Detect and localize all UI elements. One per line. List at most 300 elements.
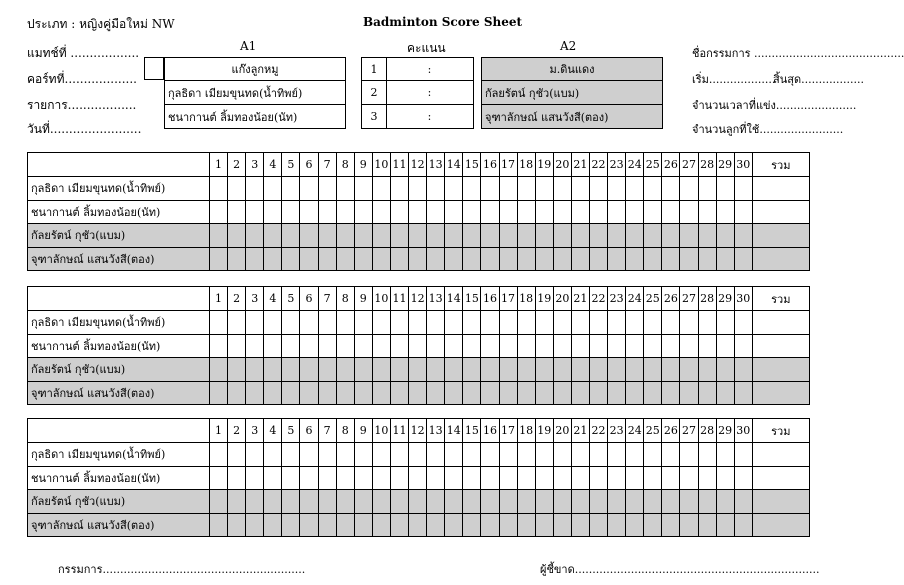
rally-score-cell[interactable] (463, 381, 481, 405)
rally-score-cell[interactable] (662, 443, 680, 467)
rally-score-cell[interactable] (644, 311, 662, 335)
row-total-cell[interactable] (752, 311, 809, 335)
rally-score-cell[interactable] (499, 334, 517, 358)
rally-score-cell[interactable] (571, 358, 589, 382)
rally-score-cell[interactable] (535, 466, 553, 490)
rally-score-cell[interactable] (210, 247, 228, 271)
rally-score-cell[interactable] (553, 247, 571, 271)
rally-score-cell[interactable] (409, 513, 427, 537)
rally-score-cell[interactable] (553, 200, 571, 224)
rally-score-cell[interactable] (427, 381, 445, 405)
rally-score-cell[interactable] (662, 177, 680, 201)
rally-score-cell[interactable] (734, 381, 752, 405)
rally-score-cell[interactable] (680, 200, 698, 224)
rally-score-cell[interactable] (318, 311, 336, 335)
rally-score-cell[interactable] (662, 247, 680, 271)
rally-score-cell[interactable] (499, 200, 517, 224)
rally-score-cell[interactable] (282, 311, 300, 335)
rally-score-cell[interactable] (463, 358, 481, 382)
rally-score-cell[interactable] (589, 200, 607, 224)
rally-score-cell[interactable] (608, 490, 626, 514)
rally-score-cell[interactable] (644, 443, 662, 467)
rally-score-cell[interactable] (390, 490, 408, 514)
rally-score-cell[interactable] (336, 334, 354, 358)
rally-score-cell[interactable] (318, 247, 336, 271)
rally-score-cell[interactable] (228, 513, 246, 537)
rally-score-cell[interactable] (246, 200, 264, 224)
date-field[interactable]: วันที่........................ (27, 122, 142, 136)
rally-score-cell[interactable] (626, 443, 644, 467)
rally-score-cell[interactable] (264, 247, 282, 271)
rally-score-cell[interactable] (662, 358, 680, 382)
rally-score-cell[interactable] (445, 381, 463, 405)
rally-score-cell[interactable] (354, 334, 372, 358)
rally-score-cell[interactable] (427, 490, 445, 514)
rally-score-cell[interactable] (499, 311, 517, 335)
rally-score-cell[interactable] (734, 177, 752, 201)
rally-score-cell[interactable] (409, 490, 427, 514)
row-total-cell[interactable] (752, 443, 809, 467)
rally-score-cell[interactable] (535, 224, 553, 248)
rally-score-cell[interactable] (409, 224, 427, 248)
rally-score-cell[interactable] (481, 358, 499, 382)
rally-score-cell[interactable] (662, 490, 680, 514)
rally-score-cell[interactable] (427, 443, 445, 467)
rally-score-cell[interactable] (264, 381, 282, 405)
rally-score-cell[interactable] (318, 381, 336, 405)
rally-score-cell[interactable] (481, 224, 499, 248)
rally-score-cell[interactable] (336, 200, 354, 224)
rally-score-cell[interactable] (246, 177, 264, 201)
rally-score-cell[interactable] (553, 224, 571, 248)
rally-score-cell[interactable] (553, 381, 571, 405)
rally-score-cell[interactable] (734, 443, 752, 467)
rally-score-cell[interactable] (644, 247, 662, 271)
rally-score-cell[interactable] (734, 513, 752, 537)
rally-score-cell[interactable] (571, 443, 589, 467)
rally-score-cell[interactable] (608, 334, 626, 358)
rally-score-cell[interactable] (300, 200, 318, 224)
rally-score-cell[interactable] (662, 224, 680, 248)
rally-score-cell[interactable] (336, 177, 354, 201)
rally-score-cell[interactable] (409, 247, 427, 271)
rally-score-cell[interactable] (734, 358, 752, 382)
rally-score-cell[interactable] (589, 177, 607, 201)
rally-score-cell[interactable] (716, 443, 734, 467)
rally-score-cell[interactable] (698, 200, 716, 224)
rally-score-cell[interactable] (336, 443, 354, 467)
rally-score-cell[interactable] (626, 358, 644, 382)
rally-score-cell[interactable] (517, 358, 535, 382)
rally-score-cell[interactable] (698, 381, 716, 405)
rally-score-cell[interactable] (608, 358, 626, 382)
rally-score-cell[interactable] (571, 224, 589, 248)
rally-score-cell[interactable] (409, 311, 427, 335)
rally-score-cell[interactable] (608, 466, 626, 490)
rally-score-cell[interactable] (499, 358, 517, 382)
rally-score-cell[interactable] (535, 177, 553, 201)
rally-score-cell[interactable] (300, 490, 318, 514)
rally-score-cell[interactable] (517, 247, 535, 271)
rally-score-cell[interactable] (246, 466, 264, 490)
rally-score-cell[interactable] (698, 334, 716, 358)
rally-score-cell[interactable] (698, 466, 716, 490)
rally-score-cell[interactable] (698, 490, 716, 514)
rally-score-cell[interactable] (246, 311, 264, 335)
court-no-field[interactable]: คอร์ทที่................... (27, 72, 137, 86)
match-no-field[interactable]: แมทช์ที่ .................. (27, 46, 140, 60)
rally-score-cell[interactable] (264, 513, 282, 537)
rally-score-cell[interactable] (716, 311, 734, 335)
rally-score-cell[interactable] (734, 334, 752, 358)
rally-score-cell[interactable] (372, 466, 390, 490)
rally-score-cell[interactable] (481, 311, 499, 335)
rally-score-cell[interactable] (571, 200, 589, 224)
rally-score-cell[interactable] (282, 334, 300, 358)
rally-score-cell[interactable] (517, 381, 535, 405)
game-row-3[interactable] (362, 105, 473, 128)
rally-score-cell[interactable] (535, 443, 553, 467)
rally-score-cell[interactable] (372, 358, 390, 382)
rally-score-cell[interactable] (445, 466, 463, 490)
rally-score-cell[interactable] (481, 247, 499, 271)
rally-score-cell[interactable] (445, 200, 463, 224)
rally-score-cell[interactable] (300, 334, 318, 358)
rally-score-cell[interactable] (372, 381, 390, 405)
rally-score-cell[interactable] (734, 311, 752, 335)
rally-score-cell[interactable] (589, 358, 607, 382)
rally-score-cell[interactable] (571, 311, 589, 335)
rally-score-cell[interactable] (499, 381, 517, 405)
rally-score-cell[interactable] (698, 443, 716, 467)
rally-score-cell[interactable] (589, 247, 607, 271)
rally-score-cell[interactable] (716, 200, 734, 224)
rally-score-cell[interactable] (517, 513, 535, 537)
row-total-cell[interactable] (752, 381, 809, 405)
rally-score-cell[interactable] (589, 443, 607, 467)
rally-score-cell[interactable] (662, 513, 680, 537)
rally-score-cell[interactable] (589, 311, 607, 335)
rally-score-cell[interactable] (535, 513, 553, 537)
rally-score-cell[interactable] (626, 381, 644, 405)
rally-score-cell[interactable] (210, 443, 228, 467)
rally-score-cell[interactable] (210, 466, 228, 490)
rally-score-cell[interactable] (409, 200, 427, 224)
rally-score-cell[interactable] (354, 247, 372, 271)
rally-score-cell[interactable] (698, 311, 716, 335)
rally-score-cell[interactable] (644, 466, 662, 490)
rally-score-cell[interactable] (716, 334, 734, 358)
umpire-name-field[interactable]: ชื่อกรรมการ ........................................... (692, 47, 904, 60)
rally-score-cell[interactable] (282, 443, 300, 467)
row-total-cell[interactable] (752, 224, 809, 248)
rally-score-cell[interactable] (372, 334, 390, 358)
rally-score-cell[interactable] (517, 443, 535, 467)
rally-score-cell[interactable] (372, 247, 390, 271)
rally-score-cell[interactable] (390, 443, 408, 467)
rally-score-cell[interactable] (336, 358, 354, 382)
rally-score-cell[interactable] (264, 358, 282, 382)
rally-score-cell[interactable] (300, 224, 318, 248)
rally-score-cell[interactable] (427, 177, 445, 201)
rally-score-cell[interactable] (535, 247, 553, 271)
rally-score-cell[interactable] (372, 224, 390, 248)
rally-score-cell[interactable] (390, 177, 408, 201)
rally-score-cell[interactable] (246, 247, 264, 271)
rally-score-cell[interactable] (282, 177, 300, 201)
rally-score-cell[interactable] (409, 177, 427, 201)
rally-score-cell[interactable] (716, 513, 734, 537)
rally-score-cell[interactable] (589, 513, 607, 537)
game-row-2[interactable] (362, 81, 473, 105)
rally-score-cell[interactable] (608, 200, 626, 224)
rally-score-cell[interactable] (535, 311, 553, 335)
rally-score-cell[interactable] (228, 381, 246, 405)
rally-score-cell[interactable] (282, 358, 300, 382)
rally-score-cell[interactable] (644, 200, 662, 224)
rally-score-cell[interactable] (445, 311, 463, 335)
rally-score-cell[interactable] (608, 224, 626, 248)
rally-score-cell[interactable] (571, 334, 589, 358)
rally-score-cell[interactable] (626, 247, 644, 271)
rally-score-cell[interactable] (644, 513, 662, 537)
rally-score-cell[interactable] (445, 334, 463, 358)
rally-score-cell[interactable] (445, 443, 463, 467)
rally-score-cell[interactable] (481, 490, 499, 514)
row-total-cell[interactable] (752, 200, 809, 224)
rally-score-cell[interactable] (463, 247, 481, 271)
rally-score-cell[interactable] (553, 490, 571, 514)
rally-score-cell[interactable] (409, 443, 427, 467)
rally-score-cell[interactable] (499, 490, 517, 514)
rally-score-cell[interactable] (499, 177, 517, 201)
rally-score-cell[interactable] (680, 224, 698, 248)
start-time-field[interactable]: เริ่ม................... (692, 73, 776, 86)
rally-score-cell[interactable] (427, 224, 445, 248)
rally-score-cell[interactable] (390, 200, 408, 224)
rally-score-cell[interactable] (716, 466, 734, 490)
rally-score-cell[interactable] (264, 224, 282, 248)
rally-score-cell[interactable] (264, 466, 282, 490)
rally-score-cell[interactable] (644, 381, 662, 405)
rally-score-cell[interactable] (680, 247, 698, 271)
rally-score-cell[interactable] (680, 513, 698, 537)
rally-score-cell[interactable] (626, 224, 644, 248)
rally-score-cell[interactable] (390, 358, 408, 382)
rally-score-cell[interactable] (246, 381, 264, 405)
rally-score-cell[interactable] (318, 513, 336, 537)
rally-score-cell[interactable] (716, 490, 734, 514)
rally-score-cell[interactable] (698, 177, 716, 201)
rally-score-cell[interactable] (282, 513, 300, 537)
rally-score-cell[interactable] (535, 334, 553, 358)
rally-score-cell[interactable] (318, 466, 336, 490)
rally-score-cell[interactable] (680, 311, 698, 335)
rally-score-cell[interactable] (481, 443, 499, 467)
rally-score-cell[interactable] (662, 311, 680, 335)
rally-score-cell[interactable] (210, 490, 228, 514)
rally-score-cell[interactable] (589, 334, 607, 358)
rally-score-cell[interactable] (499, 513, 517, 537)
rally-score-cell[interactable] (571, 466, 589, 490)
row-total-cell[interactable] (752, 247, 809, 271)
rally-score-cell[interactable] (463, 177, 481, 201)
rally-score-cell[interactable] (409, 381, 427, 405)
rally-score-cell[interactable] (282, 224, 300, 248)
rally-score-cell[interactable] (336, 490, 354, 514)
rally-score-cell[interactable] (264, 200, 282, 224)
rally-score-cell[interactable] (716, 224, 734, 248)
rally-score-cell[interactable] (318, 334, 336, 358)
rally-score-cell[interactable] (427, 358, 445, 382)
rally-score-cell[interactable] (246, 490, 264, 514)
rally-score-cell[interactable] (210, 200, 228, 224)
row-total-cell[interactable] (752, 490, 809, 514)
rally-score-cell[interactable] (354, 177, 372, 201)
rally-score-cell[interactable] (716, 177, 734, 201)
rally-score-cell[interactable] (734, 247, 752, 271)
rally-score-cell[interactable] (354, 311, 372, 335)
serve-indicator-box[interactable] (144, 57, 164, 80)
rally-score-cell[interactable] (372, 200, 390, 224)
row-total-cell[interactable] (752, 334, 809, 358)
rally-score-cell[interactable] (589, 466, 607, 490)
rally-score-cell[interactable] (571, 381, 589, 405)
rally-score-cell[interactable] (228, 334, 246, 358)
rally-score-cell[interactable] (517, 490, 535, 514)
rally-score-cell[interactable] (608, 177, 626, 201)
rally-score-cell[interactable] (734, 224, 752, 248)
rally-score-cell[interactable] (589, 224, 607, 248)
rally-score-cell[interactable] (228, 224, 246, 248)
rally-score-cell[interactable] (264, 177, 282, 201)
rally-score-cell[interactable] (445, 513, 463, 537)
rally-score-cell[interactable] (644, 224, 662, 248)
rally-score-cell[interactable] (517, 311, 535, 335)
referee-signature-field[interactable]: ผู้ชี้ขาด...................................................................... (540, 563, 820, 576)
rally-score-cell[interactable] (463, 311, 481, 335)
shuttles-used-field[interactable]: จำนวนลูกที่ใช้........................ (692, 123, 844, 136)
rally-score-cell[interactable] (427, 200, 445, 224)
event-field[interactable]: รายการ.................. (27, 98, 137, 112)
rally-score-cell[interactable] (409, 358, 427, 382)
rally-score-cell[interactable] (535, 381, 553, 405)
rally-score-cell[interactable] (571, 247, 589, 271)
rally-score-cell[interactable] (318, 200, 336, 224)
rally-score-cell[interactable] (499, 224, 517, 248)
rally-score-cell[interactable] (662, 466, 680, 490)
rally-score-cell[interactable] (481, 177, 499, 201)
rally-score-cell[interactable] (716, 381, 734, 405)
rally-score-cell[interactable] (282, 381, 300, 405)
rally-score-cell[interactable] (390, 247, 408, 271)
rally-score-cell[interactable] (427, 466, 445, 490)
rally-score-cell[interactable] (282, 247, 300, 271)
rally-score-cell[interactable] (336, 311, 354, 335)
rally-score-cell[interactable] (264, 311, 282, 335)
rally-score-cell[interactable] (680, 490, 698, 514)
rally-score-cell[interactable] (608, 443, 626, 467)
rally-score-cell[interactable] (354, 443, 372, 467)
rally-score-cell[interactable] (354, 466, 372, 490)
rally-score-cell[interactable] (390, 311, 408, 335)
rally-score-cell[interactable] (427, 311, 445, 335)
rally-score-cell[interactable] (246, 224, 264, 248)
rally-score-cell[interactable] (517, 200, 535, 224)
rally-score-cell[interactable] (716, 358, 734, 382)
rally-score-cell[interactable] (445, 490, 463, 514)
rally-score-cell[interactable] (734, 490, 752, 514)
rally-score-cell[interactable] (716, 247, 734, 271)
rally-score-cell[interactable] (481, 381, 499, 405)
rally-score-cell[interactable] (246, 358, 264, 382)
rally-score-cell[interactable] (282, 490, 300, 514)
rally-score-cell[interactable] (300, 466, 318, 490)
rally-score-cell[interactable] (626, 200, 644, 224)
rally-score-cell[interactable] (481, 200, 499, 224)
rally-score-cell[interactable] (553, 358, 571, 382)
rally-score-cell[interactable] (481, 334, 499, 358)
rally-score-cell[interactable] (553, 177, 571, 201)
rally-score-cell[interactable] (463, 443, 481, 467)
rally-score-cell[interactable] (680, 334, 698, 358)
rally-score-cell[interactable] (481, 513, 499, 537)
rally-score-cell[interactable] (517, 177, 535, 201)
rally-score-cell[interactable] (571, 177, 589, 201)
rally-score-cell[interactable] (300, 381, 318, 405)
rally-score-cell[interactable] (589, 381, 607, 405)
rally-score-cell[interactable] (644, 177, 662, 201)
rally-score-cell[interactable] (698, 513, 716, 537)
rally-score-cell[interactable] (210, 334, 228, 358)
rally-score-cell[interactable] (517, 224, 535, 248)
rally-score-cell[interactable] (662, 200, 680, 224)
rally-score-cell[interactable] (228, 177, 246, 201)
rally-score-cell[interactable] (644, 358, 662, 382)
rally-score-cell[interactable] (734, 466, 752, 490)
rally-score-cell[interactable] (318, 177, 336, 201)
rally-score-cell[interactable] (372, 513, 390, 537)
rally-score-cell[interactable] (336, 381, 354, 405)
rally-score-cell[interactable] (553, 513, 571, 537)
rally-score-cell[interactable] (662, 381, 680, 405)
rally-score-cell[interactable] (264, 443, 282, 467)
rally-score-cell[interactable] (644, 334, 662, 358)
rally-score-cell[interactable] (210, 381, 228, 405)
rally-score-cell[interactable] (300, 513, 318, 537)
rally-score-cell[interactable] (228, 200, 246, 224)
rally-score-cell[interactable] (499, 466, 517, 490)
rally-score-cell[interactable] (481, 466, 499, 490)
rally-score-cell[interactable] (246, 334, 264, 358)
rally-score-cell[interactable] (463, 490, 481, 514)
rally-score-cell[interactable] (282, 200, 300, 224)
rally-score-cell[interactable] (372, 311, 390, 335)
rally-score-cell[interactable] (300, 247, 318, 271)
rally-score-cell[interactable] (445, 224, 463, 248)
rally-score-cell[interactable] (571, 513, 589, 537)
rally-score-cell[interactable] (680, 358, 698, 382)
rally-score-cell[interactable] (246, 443, 264, 467)
rally-score-cell[interactable] (463, 200, 481, 224)
rally-score-cell[interactable] (571, 490, 589, 514)
row-total-cell[interactable] (752, 513, 809, 537)
rally-score-cell[interactable] (499, 443, 517, 467)
rally-score-cell[interactable] (318, 490, 336, 514)
rally-score-cell[interactable] (228, 490, 246, 514)
rally-score-cell[interactable] (662, 334, 680, 358)
rally-score-cell[interactable] (626, 513, 644, 537)
